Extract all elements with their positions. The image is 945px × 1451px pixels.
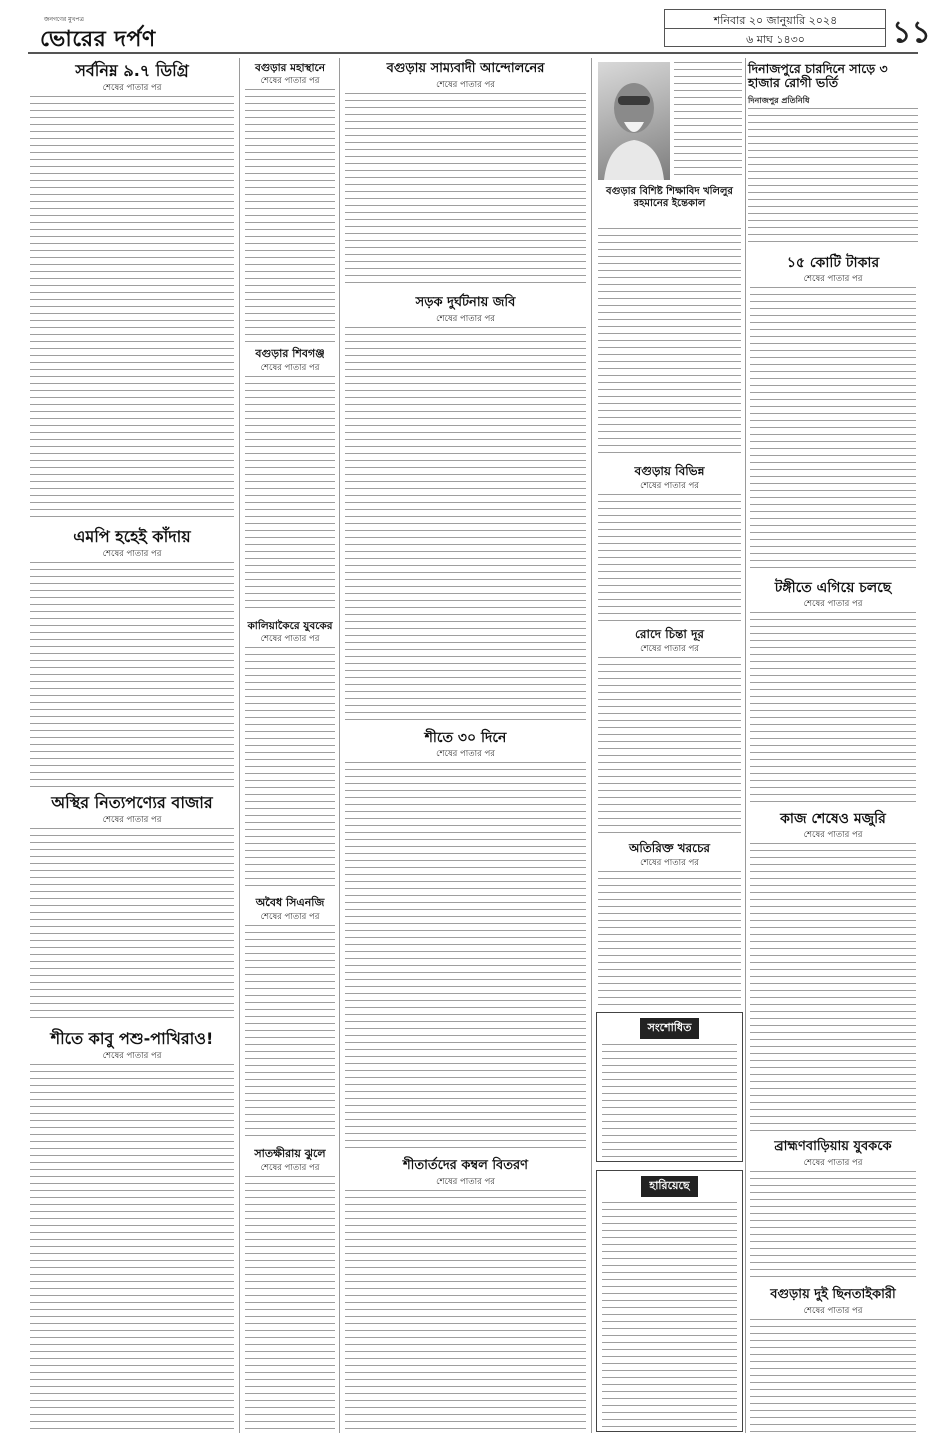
article-body-bogura-bibhinno <box>598 494 741 622</box>
date-english: শনিবার ২০ জানুয়ারি ২০২৪ <box>713 14 838 27</box>
headline-bogura-snatcher: বগুড়ায় দুই ছিনতাইকারী <box>770 1287 896 1302</box>
headline-work-wage: কাজ শেষেও মজুরি <box>780 811 886 827</box>
article-body-market <box>30 828 234 1022</box>
masthead <box>0 0 945 52</box>
date-bangla: ৬ মাঘ ১৪৩০ <box>746 33 805 46</box>
headline-extra-cost: অতিরিক্ত খরচের <box>628 841 711 855</box>
article-body-tongi <box>750 612 916 804</box>
masthead-tagline: জনগণের মুখপত্র <box>44 16 84 23</box>
headline-dinajpur: দিনাজপুরে চারদিনে সাড়ে ৩ হাজার রোগী ভর্তি <box>748 61 888 91</box>
article-body-work-wage <box>750 843 916 1133</box>
headline-temperature: সর্বনিম্ন ৯.৭ ডিগ্রি <box>75 61 189 80</box>
article-body-crore <box>750 287 916 573</box>
headline-satkhira: সাতক্ষীরায় ঝুলে <box>254 1147 326 1160</box>
continued-note: শেষের পাতার পর <box>260 76 320 86</box>
continued-note: শেষের পাতার পর <box>803 274 863 284</box>
byline-dinajpur: দিনাজপুর প্রতিনিধি <box>748 96 810 105</box>
headline-obituary: বগুড়ার বিশিষ্ট শিক্ষাবিদ খলিলুর রহমানের ইন্তেকাল <box>606 186 733 209</box>
article-body-temperature <box>30 96 234 522</box>
obituary-photo <box>598 62 670 180</box>
column-rule <box>239 58 240 1433</box>
article-body-obituary <box>598 228 741 458</box>
continued-note: শেষের পাতার পর <box>102 83 162 93</box>
missing-body <box>602 1202 737 1430</box>
article-body-winter-animals <box>30 1064 234 1432</box>
continued-note: শেষের পাতার পর <box>436 1177 495 1187</box>
headline-bogura-shibganj: বগুড়ার শিবগঞ্জ <box>255 347 325 360</box>
continued-note: শেষের পাতার পর <box>436 80 495 90</box>
page-number: ১১ <box>892 15 931 50</box>
headline-bogura-bibhinno: বগুড়ায় বিভিন্ন <box>634 464 705 478</box>
headline-crore: ১৫ কোটি টাকার <box>786 255 880 271</box>
article-body-extra-cost <box>598 871 741 1005</box>
correction-notice <box>596 1012 743 1162</box>
headline-bogura-samyabadi: বগুড়ায় সাম্যবাদী আন্দোলনের <box>386 61 545 76</box>
headline-winter-animals: শীতে কাবু পশু-পাখিরাও! <box>50 1029 214 1048</box>
headline-blanket: শীতার্তদের কম্বল বিতরণ <box>402 1158 529 1173</box>
headline-sirajganj: অবৈধ সিএনজি <box>255 896 325 909</box>
correction-body <box>602 1044 737 1162</box>
headline-mp: এমপি হহেই কাঁদায় <box>73 527 191 546</box>
article-body-bogura-snatcher <box>750 1319 916 1432</box>
continued-note: শেষের পাতার পর <box>102 549 162 559</box>
continued-note: শেষের পাতার পর <box>803 1306 863 1316</box>
continued-note: শেষের পাতার পর <box>436 749 495 759</box>
article-body-mp <box>30 562 234 788</box>
headline-winter-deaths: শীতে ৩০ দিনে <box>424 730 507 746</box>
continued-note: শেষের পাতার পর <box>436 314 495 324</box>
article-body-sirajganj <box>245 925 335 1142</box>
article-body-satkhira <box>245 1176 335 1432</box>
headline-kaliakair: কালিয়াকৈরে যুবকের <box>247 620 333 632</box>
article-body-dinajpur <box>748 108 918 248</box>
column-rule <box>745 58 746 1433</box>
article-body-bogura-mahasthan <box>245 89 335 342</box>
headline-road-accident: সড়ক দুর্ঘটনায় জবি <box>415 295 516 310</box>
article-body-bogura-samyabadi <box>345 93 586 289</box>
headline-bogura-mahasthan: বগুড়ার মহাস্থানে <box>254 62 325 74</box>
article-body-winter-deaths <box>345 762 586 1152</box>
continued-note: শেষের পাতার পর <box>640 858 699 868</box>
continued-note: শেষের পাতার পর <box>260 634 320 644</box>
missing-title: হারিয়েছে <box>641 1176 697 1197</box>
correction-title: সংশোধিত <box>640 1018 700 1039</box>
continued-note: শেষের পাতার পর <box>803 599 863 609</box>
masthead-title: ভোরের দর্পণ <box>40 27 156 52</box>
article-body-road-accident <box>345 327 586 723</box>
missing-notice <box>596 1170 743 1432</box>
continued-note: শেষের পাতার পর <box>260 363 320 373</box>
article-body-blanket <box>345 1190 586 1432</box>
headline-market: অস্থির নিত্যপণ্যের বাজার <box>51 793 213 812</box>
column-rule <box>339 58 340 1433</box>
continued-note: শেষের পাতার পর <box>102 815 162 825</box>
headline-sun-worry: রোদে চিন্তা দূর <box>635 627 704 641</box>
continued-note: শেষের পাতার পর <box>260 912 320 922</box>
article-body-sun-worry <box>598 657 741 835</box>
continued-note: শেষের পাতার পর <box>640 481 699 491</box>
masthead-rule <box>28 52 918 54</box>
headline-tongi: টঙ্গীতে এগিয়ে চলছে <box>774 580 892 596</box>
continued-note: শেষের পাতার পর <box>102 1051 162 1061</box>
continued-note: শেষের পাতার পর <box>803 830 863 840</box>
headline-brahmanbaria: ব্রাহ্মণবাড়িয়ায় যুবককে <box>774 1139 892 1154</box>
article-body-brahmanbaria <box>750 1171 916 1281</box>
column-rule <box>591 58 592 1433</box>
continued-note: শেষের পাতার পর <box>640 644 699 654</box>
portrait-icon <box>598 62 670 180</box>
obituary-intro-text <box>674 62 742 180</box>
continued-note: শেষের পাতার পর <box>803 1158 863 1168</box>
article-body-bogura-shibganj <box>245 376 335 614</box>
continued-note: শেষের পাতার পর <box>260 1163 320 1173</box>
article-body-kaliakair <box>245 647 335 891</box>
